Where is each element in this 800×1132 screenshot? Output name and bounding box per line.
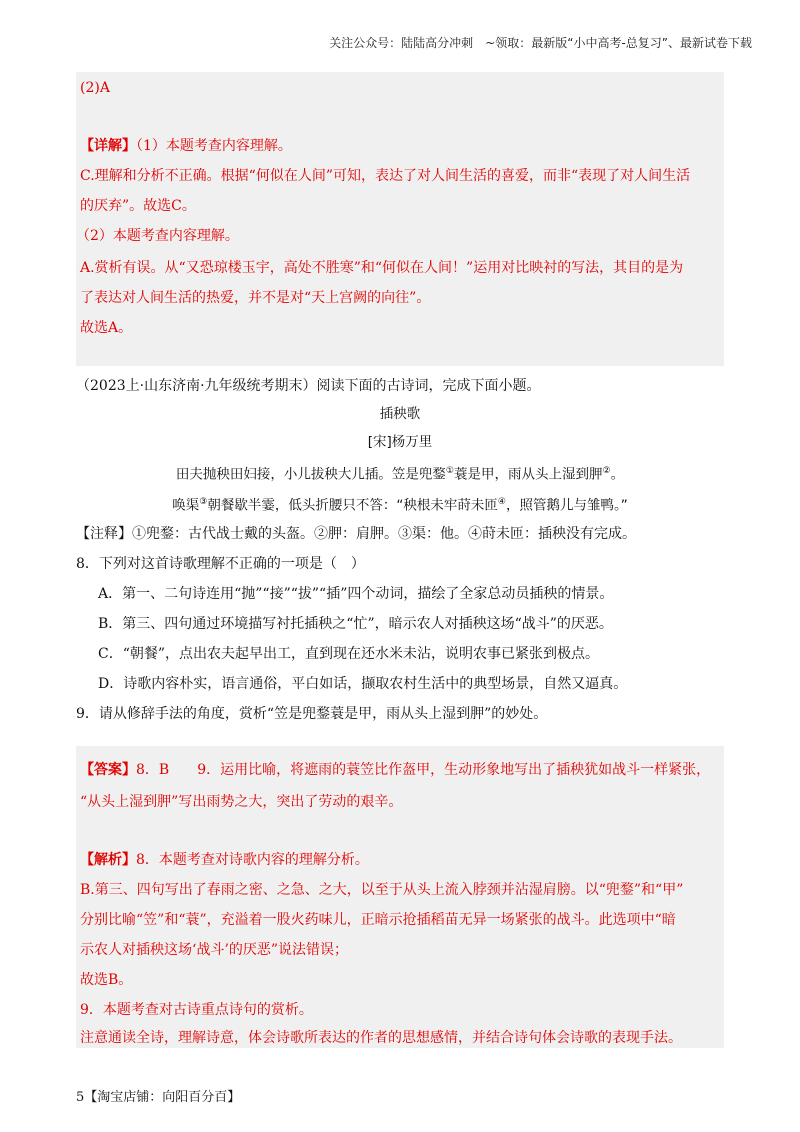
answer-line-2: “从头上湿到胛”写出雨势之大，突出了劳动的艰辛。 bbox=[80, 794, 403, 810]
poem-line-2b: 朝餐歇半霎，低头折腰只不答：“秧根未牢莳未匝 bbox=[207, 497, 498, 514]
option-a: A．第一、二句诗连用“抛”“接”“拔”“插”四个动词，描绘了全家总动员插秧的情景。 bbox=[98, 586, 614, 602]
detail-line-4: （2）本题考查内容理解。 bbox=[76, 228, 239, 244]
analysis-tag: 【解析】 bbox=[80, 852, 136, 868]
option-b: B．第三、四句通过环境描写衬托插秧之“忙”，暗示农人对插秧这场“战斗”的厌恶。 bbox=[98, 616, 613, 632]
footnote-ref-3: ③ bbox=[199, 497, 208, 507]
answer-line: (2)A bbox=[80, 80, 110, 96]
detail-line-6: 了表达对人间生活的热爱，并不是对“天上宫阙的向往”。 bbox=[80, 290, 431, 306]
page-header: 关注公众号：陆陆高分冲刺 ~领取：最新版“小中高考-总复习”、最新试卷下载 bbox=[329, 36, 752, 50]
analysis-line-1 bbox=[80, 850, 369, 870]
detail-line-2: C.理解和分析不正确。根据“何似在人间”可知，表达了对人间生活的喜爱，而非“表现了对人间生活 bbox=[80, 168, 691, 184]
answer-tag: 【答案】 bbox=[80, 762, 136, 778]
question-9-stem: 9．请从修辞手法的角度，赏析“笠是兜鍪蓑是甲，雨从头上湿到胛”的妙处。 bbox=[76, 706, 548, 722]
analysis-line-2: B.第三、四句写出了春雨之密、之急、之大，以至于从头上流入脖颈并沾湿肩膀。以“兜鍪”和“甲” bbox=[80, 882, 684, 898]
analysis-text-1: 8．本题考查对诗歌内容的理解分析。 bbox=[136, 852, 369, 868]
analysis-line-3: 分别比喻“笠”和“蓑”，充溢着一股火药味儿，正暗示抢插稻苗无异一场紧张的战斗。此选项中“暗 bbox=[80, 912, 676, 928]
answer-box-2 bbox=[76, 746, 724, 1048]
footnote-ref-4: ④ bbox=[497, 497, 506, 507]
analysis-line-4: 示农人对插秧这场‘战斗’的厌恶”说法错误； bbox=[80, 942, 349, 958]
poem-title: 插秧歌 bbox=[379, 406, 421, 422]
page-footer bbox=[76, 1086, 240, 1105]
poem-line-1b: 蓑是甲，雨从头上湿到胛 bbox=[454, 466, 603, 483]
poem-line-1a: 田夫抛秧田妇接，小儿拔秧大儿插。笠是兜鍪 bbox=[175, 466, 446, 483]
detail-tag: 【详解】 bbox=[80, 138, 136, 154]
analysis-line-6: 9．本题考查对古诗重点诗句的赏析。 bbox=[80, 1002, 313, 1018]
analysis-line-7: 注意通读全诗，理解诗意，体会诗歌所表达的作者的思想感情，并结合诗句体会诗歌的表现手法。 bbox=[80, 1030, 682, 1046]
answer-box-1 bbox=[76, 72, 724, 366]
footnote-ref-2: ② bbox=[602, 466, 611, 476]
page-number: 5 bbox=[76, 1090, 85, 1105]
poem-line-2a: 唤渠 bbox=[172, 497, 200, 514]
detail-line-3: 的厌弃”。故选C。 bbox=[80, 198, 196, 214]
option-c: C．“朝餐”，点出农夫起早出工，直到现在还水米未沾，说明农事已紧张到极点。 bbox=[98, 646, 600, 662]
poem-line-2c: ，照管鹅儿与雏鸭。” bbox=[505, 497, 628, 514]
poem-line-2 bbox=[0, 492, 800, 516]
poem-line-1 bbox=[0, 461, 800, 485]
question-intro: （2023上·山东济南·九年级统考期末）阅读下面的古诗词，完成下面小题。 bbox=[76, 378, 541, 394]
answer-text-1: 8．B 9．运用比喻，将遮雨的蓑笠比作盔甲，生动形象地写出了插秧犹如战斗一样紧张， bbox=[136, 762, 711, 778]
question-8-stem: 8．下列对这首诗歌理解不正确的一项是（ ） bbox=[76, 556, 365, 572]
footnote-ref-1: ① bbox=[445, 466, 454, 476]
answer-line-1 bbox=[80, 760, 710, 780]
detail-text: （1）本题考查内容理解。 bbox=[136, 138, 292, 154]
analysis-line-5: 故选B。 bbox=[80, 972, 133, 988]
note-tag: 【注释】 bbox=[76, 526, 132, 542]
poem-line-1c: 。 bbox=[610, 466, 625, 483]
poem-author: [宋]杨万里 bbox=[367, 434, 433, 450]
note-text: ①兜鍪：古代战士戴的头盔。②胛：肩胛。③渠：他。④莳未匝：插秧没有完成。 bbox=[132, 526, 636, 542]
poem-notes bbox=[76, 524, 636, 544]
detail-line-1 bbox=[80, 136, 292, 156]
option-d: D．诗歌内容朴实，语言通俗，平白如话，撷取农村生活中的典型场景，自然又逼真。 bbox=[98, 676, 628, 692]
detail-line-5: A.赏析有误。从“又恐琼楼玉宇，高处不胜寒”和“何似在人间！”运用对比映衬的写法，其目的是为 bbox=[80, 260, 684, 276]
detail-line-7: 故选A。 bbox=[80, 320, 133, 336]
shop-info: 【淘宝店铺：向阳百分百】 bbox=[84, 1090, 241, 1105]
